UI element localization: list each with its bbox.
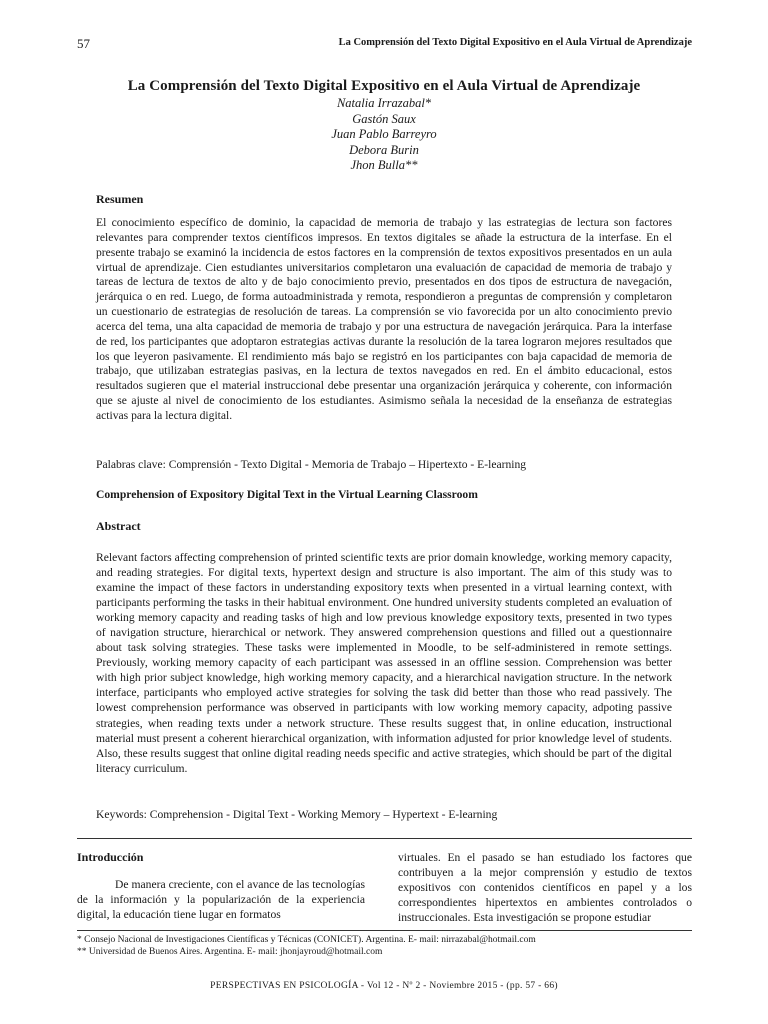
intro-right-text: virtuales. En el pasado se han estudiado los factores que contribuyen a la mejor comprensión y estudio de textos expositivos con contenidos científicos en papel y a los correspondientes hipertextos en ambientes controlados o instruccionales. Esta investigación se propone estudiar — [398, 851, 692, 924]
intro-right-column — [398, 850, 692, 925]
footnote: * Consejo Nacional de Investigaciones Científicas y Técnicas (CONICET). Argentina. E- mail: nirrazabal@hotmail.com — [77, 935, 536, 945]
footnote-rule — [77, 930, 692, 931]
resumen-text: El conocimiento específico de dominio, la capacidad de memoria de trabajo y las estrategias de lectura son factores relevantes para comprender textos científicos impresos. En textos digitales se añade la estructura de la interfase. En el presente trabajo se examinó la incidencia de estos factores en la comprensión de textos expositivos presentados en un aula virtual de aprendizaje. Cien estudiantes universitarios completaron una evaluación de capacidad de memoria de trabajo y tareas de lectura de textos de alto y de bajo conocimiento previo, presentados en dos tipos de estructura de navegación, jerárquica o en red. Luego, de forma autoadministrada y remota, respondieron a preguntas de comprensión y completaron un cuestionario de estrategias de resolución de tareas. La comprensión se vio favorecida por un alto conocimiento previo acerca del tema, una alta capacidad de memoria de trabajo y por una estructura de navegación jerárquica. Para la interfase de red, los participantes que adoptaron estrategias activas durante la resolución de la tarea lograron mejores resultados que los que leyeron pasivamente. El rendimiento más bajo se registró en los participantes con baja capacidad de memoria de trabajo, que utilizaban estrategias pasivas, en la lectura de textos navegados en red. En el ámbito educacional, estos resultados sugieren que el material instruccional debe presentar una organización jerárquica y coherente, con información que se ajuste al nivel de conocimiento de los estudiantes. Asimismo señala la necesidad de la enseñanza de estrategias activas para la lectura digital. — [96, 216, 672, 422]
palabras-clave: Palabras clave: Comprensión - Texto Digital - Memoria de Trabajo – Hipertexto - E-learning — [96, 458, 527, 471]
author-name: Jhon Bulla** — [350, 158, 418, 172]
article-title: La Comprensión del Texto Digital Expositivo en el Aula Virtual de Aprendizaje — [127, 78, 641, 94]
abstract-text: Relevant factors affecting comprehension of printed scientific texts are prior domain knowledge, working memory capacity, and reading strategies. For digital texts, hypertext design and structure is also important. The aim of this study was to examine the impact of these factors in understanding expository texts when presented in a virtual learning context, with participants performing the tasks in their habitual environment. One hundred university students completed an evaluation of working memory capacity and reading tasks of high and low previous knowledge expository texts, presented in two types of navigation structure, hierarchical or network. They answered comprehension questions and filled out a questionnaire about task solving strategies. These tasks were implemented in Moodle, to be self-administered in remote settings. Previously, working memory capacity of each participant was assessed in an offline session. Comprehension was better with high prior subject knowledge, high working memory capacity, and a hierarchical navigation structure. In the network interface, participants who employed active strategies for solving the task did better than those who read passively. The lowest comprehension performance was observed in participants with low working memory capacity, adpoting passive strategies, when reading texts under a network structure. These results suggest that, in online education, instructional material must present a coherent hierarchical organization, with information adjusted for prior knowledge level of students. Also, these results suggest that online digital reading needs specific and active strategies, which should be part of the digital literacy curriculum. — [96, 551, 672, 775]
abstract-heading: Abstract — [96, 519, 141, 533]
page-number: 57 — [77, 36, 90, 51]
author-name: Natalia Irrazabal* — [336, 96, 432, 110]
english-title: Comprehension of Expository Digital Text in the Virtual Learning Classroom — [96, 488, 478, 501]
title-block — [96, 78, 672, 174]
introduccion-heading: Introducción — [77, 850, 144, 864]
intro-left-text: De manera creciente, con el avance de las tecnologías de la información y la popularización de la experiencia digital, la educación tiene lugar en formatos — [77, 878, 365, 921]
footnotes — [77, 934, 692, 958]
resumen-heading: Resumen — [96, 192, 144, 206]
author-name: Debora Burin — [349, 142, 419, 157]
journal-footer: PERSPECTIVAS EN PSICOLOGÍA - Vol 12 - Nº 2 - Noviembre 2015 - (pp. 57 - 66) — [210, 981, 558, 991]
author-name: Juan Pablo Barreyro — [331, 127, 437, 141]
author-list — [96, 96, 672, 174]
intro-left-column — [77, 850, 365, 922]
section-rule — [77, 838, 692, 839]
keywords-line: Keywords: Comprehension - Digital Text - Working Memory – Hypertext - E-learning — [96, 808, 498, 821]
running-title: La Comprensión del Texto Digital Expositivo en el Aula Virtual de Aprendizaje — [338, 37, 692, 48]
footnote: ** Universidad de Buenos Aires. Argentina. E- mail: jhonjayroud@hotmail.com — [77, 947, 383, 957]
author-name: Gastón Saux — [352, 111, 416, 126]
